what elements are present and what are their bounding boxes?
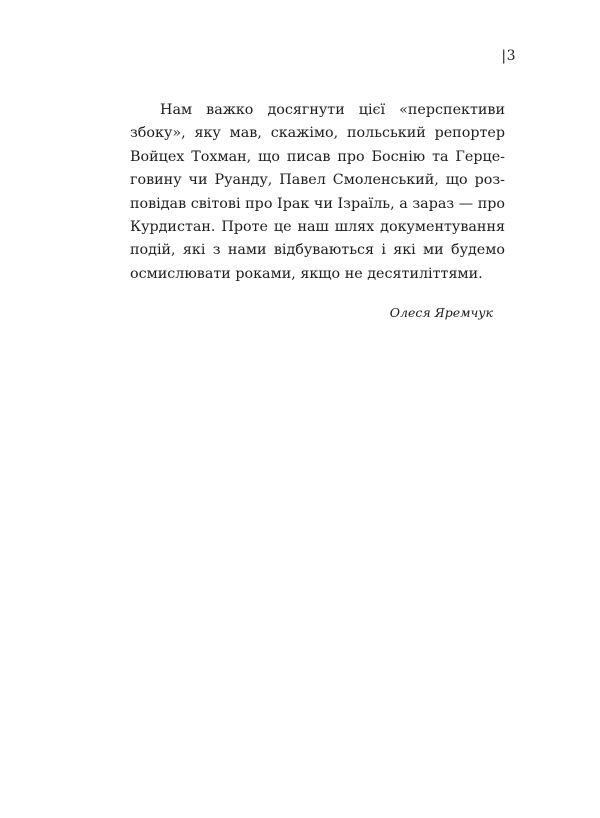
text-line: Курдистан. Проте це наш шлях документування [130,219,505,236]
text-line: Войцех Тохман, що писав про Боснію та Герце- [130,148,505,165]
text-line: Нам важко досягнути цієї «перспективи [160,102,505,118]
text-line: подій, які з нами відбуваються і які ми будемо [130,242,505,259]
text-line: повідав світові про Ірак чи Ізраїль, а зараз — про [130,195,505,212]
body-paragraph [130,99,505,286]
author-signature: Олеся Яремчук [389,305,493,320]
text-line-last: осмислювати роками, якщо не десятиліттями. [130,265,483,282]
text-line: збоку», яку мав, скажімо, польський репортер [130,125,505,142]
page-number: |3 [501,48,516,64]
text-line: говину чи Руанду, Павел Смоленський, що роз- [130,172,505,189]
